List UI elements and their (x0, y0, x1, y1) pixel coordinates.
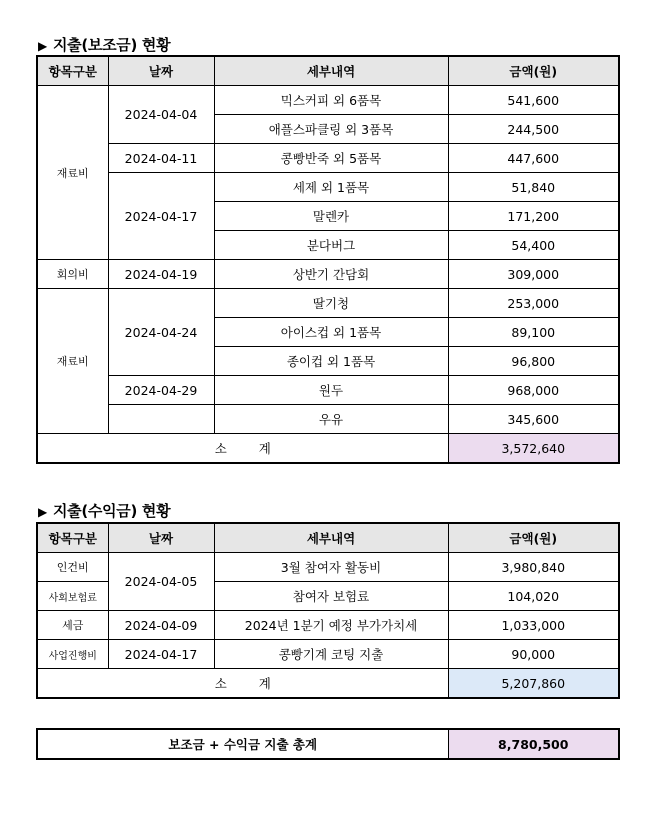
grand-total-row (37, 729, 619, 759)
table-row (37, 289, 619, 318)
amount-cell: 89,100 (448, 318, 619, 347)
item-cell: 원두 (214, 376, 448, 405)
item-cell: 우유 (214, 405, 448, 434)
category-cell: 재료비 (37, 289, 108, 434)
table-row (37, 553, 619, 582)
date-cell: 2024-04-04 (108, 86, 214, 144)
table-row (37, 260, 619, 289)
item-cell: 세제 외 1품목 (214, 173, 448, 202)
amount-cell: 541,600 (448, 86, 619, 115)
subtotal-label: 소 계 (37, 669, 448, 699)
amount-cell: 244,500 (448, 115, 619, 144)
amount-cell: 345,600 (448, 405, 619, 434)
section1-title: ▶ 지출(보조금) 현황 (38, 36, 171, 54)
amount-cell: 104,020 (448, 582, 619, 611)
amount-cell: 253,000 (448, 289, 619, 318)
amount-cell: 447,600 (448, 144, 619, 173)
amount-cell: 309,000 (448, 260, 619, 289)
table-row (37, 405, 619, 434)
item-cell: 콩빵반죽 외 5품목 (214, 144, 448, 173)
item-cell: 종이컵 외 1품목 (214, 347, 448, 376)
date-cell: 2024-04-11 (108, 144, 214, 173)
grand-total-table (36, 728, 620, 760)
subtotal-row (37, 434, 619, 464)
subtotal-value: 3,572,640 (448, 434, 619, 464)
header-category: 항목구분 (37, 56, 108, 86)
section2-title: ▶ 지출(수익금) 현황 (38, 502, 171, 520)
item-cell: 말렌카 (214, 202, 448, 231)
item-cell: 2024년 1분기 예정 부가가치세 (214, 611, 448, 640)
header-item: 세부내역 (214, 523, 448, 553)
date-cell: 2024-04-05 (108, 553, 214, 611)
date-cell: 2024-04-19 (108, 260, 214, 289)
category-cell: 세금 (37, 611, 108, 640)
category-cell: 재료비 (37, 86, 108, 260)
category-cell: 사회보험료 (37, 582, 108, 611)
category-cell: 인건비 (37, 553, 108, 582)
item-cell: 아이스컵 외 1품목 (214, 318, 448, 347)
amount-cell: 171,200 (448, 202, 619, 231)
amount-cell: 90,000 (448, 640, 619, 669)
category-cell: 사업진행비 (37, 640, 108, 669)
date-cell: 2024-04-09 (108, 611, 214, 640)
grand-total-label: 보조금 + 수익금 지출 총계 (37, 729, 448, 759)
subsidy-expense-table (36, 55, 620, 464)
date-cell: 2024-04-17 (108, 173, 214, 260)
subtotal-value: 5,207,860 (448, 669, 619, 699)
item-cell: 애플스파클링 외 3품목 (214, 115, 448, 144)
header-amount: 금액(원) (448, 56, 619, 86)
revenue-expense-table (36, 522, 620, 699)
amount-cell: 96,800 (448, 347, 619, 376)
date-cell: 2024-04-17 (108, 640, 214, 669)
item-cell: 딸기청 (214, 289, 448, 318)
subtotal-label: 소 계 (37, 434, 448, 464)
table-row (37, 173, 619, 202)
table-header-row (37, 523, 619, 553)
table-row (37, 376, 619, 405)
amount-cell: 1,033,000 (448, 611, 619, 640)
category-cell: 회의비 (37, 260, 108, 289)
amount-cell: 968,000 (448, 376, 619, 405)
date-cell: 2024-04-29 (108, 376, 214, 405)
triangle-bullet-icon: ▶ (38, 39, 47, 53)
date-cell (108, 405, 214, 434)
header-amount: 금액(원) (448, 523, 619, 553)
amount-cell: 51,840 (448, 173, 619, 202)
table-row (37, 144, 619, 173)
table-row (37, 86, 619, 115)
header-category: 항목구분 (37, 523, 108, 553)
subtotal-row (37, 669, 619, 699)
date-cell: 2024-04-24 (108, 289, 214, 376)
item-cell: 상반기 간담회 (214, 260, 448, 289)
item-cell: 참여자 보험료 (214, 582, 448, 611)
item-cell: 믹스커피 외 6품목 (214, 86, 448, 115)
triangle-bullet-icon: ▶ (38, 505, 47, 519)
table-row (37, 611, 619, 640)
table-row (37, 640, 619, 669)
item-cell: 분다버그 (214, 231, 448, 260)
grand-total-value: 8,780,500 (448, 729, 619, 759)
table-header-row (37, 56, 619, 86)
item-cell: 콩빵기계 코팅 지출 (214, 640, 448, 669)
header-item: 세부내역 (214, 56, 448, 86)
header-date: 날짜 (108, 523, 214, 553)
amount-cell: 3,980,840 (448, 553, 619, 582)
item-cell: 3월 참여자 활동비 (214, 553, 448, 582)
amount-cell: 54,400 (448, 231, 619, 260)
header-date: 날짜 (108, 56, 214, 86)
